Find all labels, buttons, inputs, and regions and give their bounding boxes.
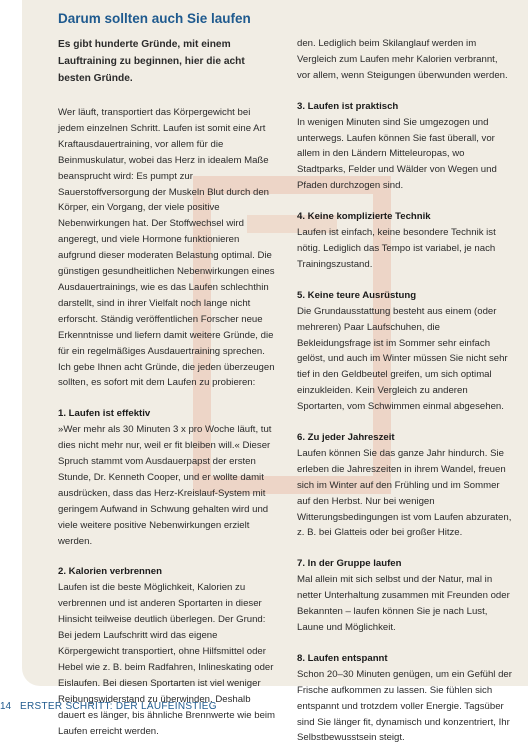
reason-2-text-continued: den. Lediglich beim Skilanglauf werden im Vergleich zum Laufen mehr Kalorien verbrannt, vor allem, wenn Steigungen überwunden werden. xyxy=(297,38,508,81)
reason-4-text: Laufen ist einfach, keine besondere Technik ist nötig. Lediglich das Tempo ist variabel, je nach Trainingszustand. xyxy=(297,227,496,270)
chapter-label: ERSTER SCHRITT: DER LAUFEINSTIEG xyxy=(20,701,217,712)
reason-5-heading: 5. Keine teure Ausrüstung xyxy=(297,289,417,301)
left-column xyxy=(58,36,276,739)
right-column xyxy=(297,36,512,746)
reason-2-text: Laufen ist die beste Möglichkeit, Kalorien zu verbrennen und ist anderen Sportarten in dieser Hinsicht teilweise deutlich überlegen. Der Grund: Bei jedem Laufschritt wird das eigene Körpergewicht transportiert, ohne Hilfsmittel oder Hebel wie z. B. beim Radfahren, Inlineskating oder Eislaufen. Bei diesen Sportarten ist viel weniger Reibungswiderstand zu überwinden. Deshalb dauert es länger, bis ähnliche Brennwerte wie beim Laufen erreicht werden. xyxy=(58,582,276,737)
reason-2-heading: 2. Kalorien verbrennen xyxy=(58,566,162,578)
lead-in-text: Ich gebe Ihnen acht Gründe, die jeden überzeugen sollten, es sofort mit dem Laufen zu probieren: xyxy=(58,361,275,389)
reason-7-text: Mal allein mit sich selbst und der Natur, mal in netter Unterhaltung zusammen mit Freunden oder Bekannten – laufen können Sie je nach Lust, Laune und Möglichkeit. xyxy=(297,574,510,633)
box-title: Darum sollten auch Sie laufen xyxy=(58,11,251,26)
page-footer xyxy=(0,699,528,720)
reason-8-heading: 8. Laufen entspannt xyxy=(297,652,388,664)
intro-text: Es gibt hunderte Gründe, mit einem Lauftraining zu beginnen, hier die acht besten Gründe. xyxy=(58,39,245,84)
reason-6-text: Laufen können Sie das ganze Jahr hindurch. Sie erleben die Jahreszeiten in ihrem Wandel, freuen sich im Winter auf den Frühling und im Sommer auf den Herbst. Nur bei wenigen Witterungsbedingungen ist vom Laufen abzuraten, z. B. bei Glatteis oder bei großer Hitze. xyxy=(297,447,512,539)
body-paragraph: Wer läuft, transportiert das Körpergewicht bei jedem einzelnen Schritt. Laufen ist somit eine Art Kraftausdauertraining, vor allem für die Beinmuskulatur, wobei das Herz in idealem Maße beansprucht wird: Es pumpt zur Sauerstoffversorgung der Muskeln Blut durch den Körper, ein Vorgang, der viele positive Nebenwirkungen hat. Der Stoffwechsel wird angeregt, und viele Hormone funktionieren aufgrund dieser moderaten Belastung optimal. Die günstigen gesundheitlichen Nebenwirkungen eines Ausdauertrainings, wie es das Laufen schlechthin darstellt, sind in ihrer Vielfalt noch lange nicht erforscht. Ständig veröffentlichen Forscher neue Erkenntnisse und liefern damit weitere Gründe, die für ein regelmäßiges Ausdauertraining sprechen. xyxy=(58,107,275,357)
reason-6-heading: 6. Zu jeder Jahreszeit xyxy=(297,432,395,444)
reason-3-heading: 3. Laufen ist praktisch xyxy=(297,100,399,112)
reason-1-heading: 1. Laufen ist effektiv xyxy=(58,408,151,420)
page-number: 14 xyxy=(0,701,12,712)
reason-4-heading: 4. Keine komplizierte Technik xyxy=(297,211,431,223)
reason-5-text: Die Grundausstattung besteht aus einem (oder mehreren) Paar Laufschuhen, die Bekleidungsfrage ist im Sommer sehr einfach gelöst, und auch im Winter müssen Sie nicht sehr tief in den Geldbeutel greifen, um sich optimal einzukleiden. Kein Vergleich zu anderen Sportarten, vom Schwimmen einmal abgesehen. xyxy=(297,305,508,413)
reason-3-text: In wenigen Minuten sind Sie umgezogen und unterwegs. Laufen können Sie fast überall, vor allem in den Ländern Mitteleuropas, wo Stadtparks, Felder und Wälder von Wegen und Pfaden durchzogen sind. xyxy=(297,116,497,192)
reason-8-text: Schon 20–30 Minuten genügen, um ein Gefühl der Frische aufkommen zu lassen. Sie fühlen sich entspannt und trotzdem voller Energie. Tagsüber sind Sie länger fit, dynamisch und konzentriert, Ihr Selbstbewusstsein steigt. xyxy=(297,668,512,744)
reason-7-heading: 7. In der Gruppe laufen xyxy=(297,558,402,570)
reason-1-text: »Wer mehr als 30 Minuten 3 x pro Woche läuft, tut dies nicht mehr nur, weil er fit bleiben will.« Dieser Spruch stammt vom Ausdauerpapst der ersten Stunde, Dr. Kenneth Cooper, und er wollte damit ausdrücken, dass das Herz-Kreislauf-System mit geringem Aufwand in Schwung gehalten wird und viele weitere positive Nebenwirkungen erzielt werden. xyxy=(58,424,272,547)
